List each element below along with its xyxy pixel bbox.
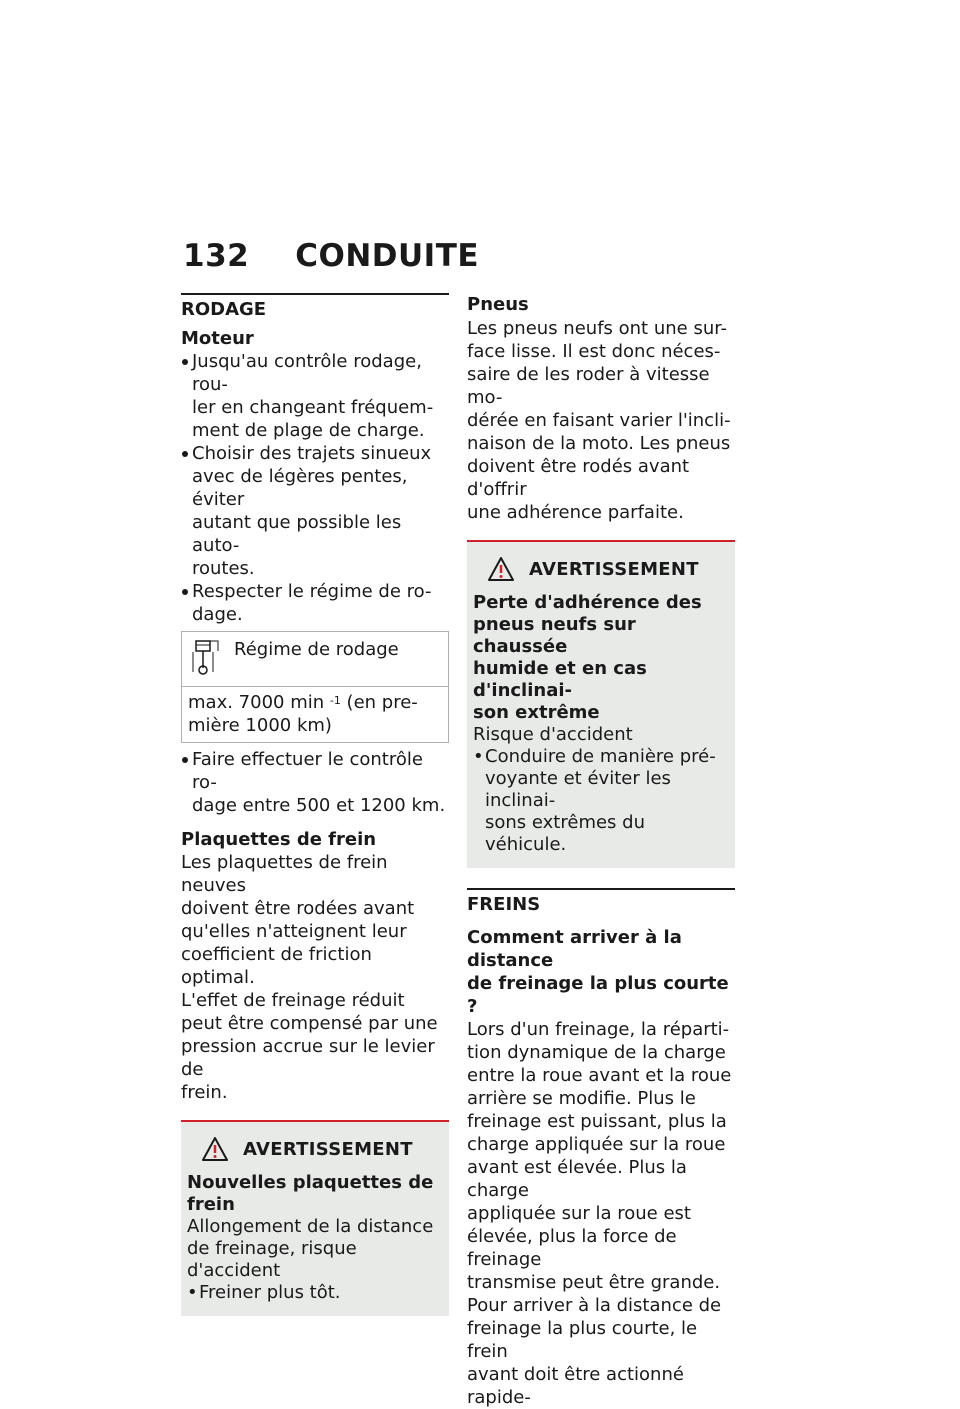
text-line: saire de les roder à vitesse mo- bbox=[467, 364, 710, 408]
text-line: doivent être rodées avant bbox=[181, 898, 415, 919]
rule-value-exponent: -1 bbox=[329, 694, 341, 707]
text-line: pression accrue sur le levier de bbox=[181, 1036, 435, 1080]
left-column bbox=[181, 293, 449, 1316]
warning-action-text: Freiner plus tôt. bbox=[199, 1282, 341, 1303]
text-line: Les plaquettes de frein neuves bbox=[181, 852, 388, 896]
warning-triangle-icon bbox=[201, 1136, 229, 1162]
warning-cause: Nouvelles plaquettes de bbox=[187, 1172, 434, 1193]
text-line: avec de légères pentes, éviter bbox=[192, 466, 408, 510]
warning-action-text: voyante et éviter les inclinai- bbox=[485, 768, 671, 811]
warning-box bbox=[467, 540, 735, 868]
break-in-rpm-box bbox=[181, 631, 449, 743]
text-line: avant est élevée. Plus la charge bbox=[467, 1157, 687, 1201]
warning-triangle-icon bbox=[487, 556, 515, 582]
text-line: appliquée sur la roue est bbox=[467, 1203, 691, 1224]
text-line: face lisse. Il est donc néces- bbox=[467, 341, 721, 362]
warning-title: AVERTISSEMENT bbox=[529, 558, 699, 580]
text-line: tion dynamique de la charge bbox=[467, 1042, 726, 1063]
paragraph-freins bbox=[467, 1018, 735, 1409]
text-line: doivent être rodés avant d'offrir bbox=[467, 456, 690, 500]
text-line: ler en changeant fréquem- bbox=[192, 397, 434, 418]
list-item bbox=[181, 580, 449, 626]
text-line: dage entre 500 et 1200 km. bbox=[192, 795, 446, 816]
page-header bbox=[183, 238, 479, 274]
list-item bbox=[181, 350, 449, 442]
text-line: dérée en faisant varier l'incli- bbox=[467, 410, 731, 431]
text-line: dage. bbox=[192, 604, 243, 625]
rule-value bbox=[182, 687, 448, 742]
warning-consequence: Allongement de la distance bbox=[187, 1216, 434, 1237]
subsection-title-pneus: Pneus bbox=[467, 294, 529, 315]
text-line: Comment arriver à la distance bbox=[467, 927, 682, 971]
warning-cause: frein bbox=[187, 1194, 235, 1215]
subsection-title-distance bbox=[467, 926, 735, 1018]
warning-cause: pneus neufs sur chaussée bbox=[473, 614, 636, 657]
text-line: entre la roue avant et la roue bbox=[467, 1065, 732, 1086]
warning-consequence: Risque d'accident bbox=[473, 724, 633, 745]
text-line: naison de la moto. Les pneus bbox=[467, 433, 731, 454]
rule-value-text: mière 1000 km) bbox=[188, 715, 332, 736]
list-item bbox=[181, 748, 449, 817]
text-line: Pour arriver à la distance de bbox=[467, 1295, 722, 1316]
section-title-rodage: RODAGE bbox=[181, 293, 449, 322]
text-line: peut être compensé par une bbox=[181, 1013, 438, 1034]
text-line: Choisir des trajets sinueux bbox=[192, 443, 432, 464]
page-number: 132 bbox=[183, 238, 250, 274]
text-line: de freinage la plus courte ? bbox=[467, 973, 729, 1017]
text-line: transmise peut être grande. bbox=[467, 1272, 721, 1293]
bullet-icon bbox=[181, 442, 192, 580]
text-line: élevée, plus la force de freinage bbox=[467, 1226, 677, 1270]
bullet-icon: • bbox=[187, 1282, 198, 1303]
subsection-title-moteur: Moteur bbox=[181, 328, 254, 349]
text-line: arrière se modifie. Plus le bbox=[467, 1088, 696, 1109]
chapter-title: CONDUITE bbox=[295, 238, 480, 274]
bullet-icon bbox=[181, 580, 192, 626]
text-line: ment de plage de charge. bbox=[192, 420, 425, 441]
subsection-title-plaquettes: Plaquettes de frein bbox=[181, 829, 377, 850]
text-line: charge appliquée sur la roue bbox=[467, 1134, 726, 1155]
warning-title: AVERTISSEMENT bbox=[243, 1138, 413, 1160]
text-line: qu'elles n'atteignent leur bbox=[181, 921, 407, 942]
right-column bbox=[467, 293, 735, 1409]
paragraph-pneus bbox=[467, 317, 735, 524]
list-item bbox=[181, 442, 449, 580]
warning-cause: son extrême bbox=[473, 702, 600, 723]
text-line: une adhérence parfaite. bbox=[467, 502, 684, 523]
text-line: Les pneus neufs ont une sur- bbox=[467, 318, 727, 339]
text-line: freinage est puissant, plus la bbox=[467, 1111, 727, 1132]
warning-action bbox=[187, 1282, 443, 1304]
bullet-icon: • bbox=[473, 746, 484, 767]
text-line: avant doit être actionné rapide- bbox=[467, 1364, 684, 1408]
text-line: coefficient de friction optimal. bbox=[181, 944, 372, 988]
warning-cause: Perte d'adhérence des bbox=[473, 592, 702, 613]
section-title-freins: FREINS bbox=[467, 888, 735, 917]
text-line: routes. bbox=[192, 558, 255, 579]
warning-consequence: de freinage, risque d'accident bbox=[187, 1238, 357, 1281]
text-line: Jusqu'au contrôle rodage, rou- bbox=[192, 351, 422, 395]
bullet-icon bbox=[181, 350, 192, 442]
warning-action bbox=[473, 746, 729, 856]
text-line: freinage la plus courte, le frein bbox=[467, 1318, 698, 1362]
text-line: L'effet de freinage réduit bbox=[181, 990, 405, 1011]
rule-value-text: max. 7000 min bbox=[188, 692, 330, 713]
paragraph-plaquettes bbox=[181, 851, 449, 1104]
text-line: autant que possible les auto- bbox=[192, 512, 402, 556]
engine-piston-icon bbox=[188, 638, 228, 678]
text-line: Faire effectuer le contrôle ro- bbox=[192, 749, 423, 793]
warning-cause: humide et en cas d'inclinai- bbox=[473, 658, 647, 701]
warning-action-text: sons extrêmes du véhicule. bbox=[485, 812, 645, 855]
rule-label: Régime de rodage bbox=[234, 639, 399, 660]
text-line: Lors d'un freinage, la réparti- bbox=[467, 1019, 730, 1040]
rule-value-text: (en pre- bbox=[340, 692, 418, 713]
text-line: Respecter le régime de ro- bbox=[192, 581, 432, 602]
bullet-icon bbox=[181, 748, 192, 817]
warning-action-text: Conduire de manière pré- bbox=[485, 746, 716, 767]
text-line: frein. bbox=[181, 1082, 228, 1103]
warning-box bbox=[181, 1120, 449, 1316]
